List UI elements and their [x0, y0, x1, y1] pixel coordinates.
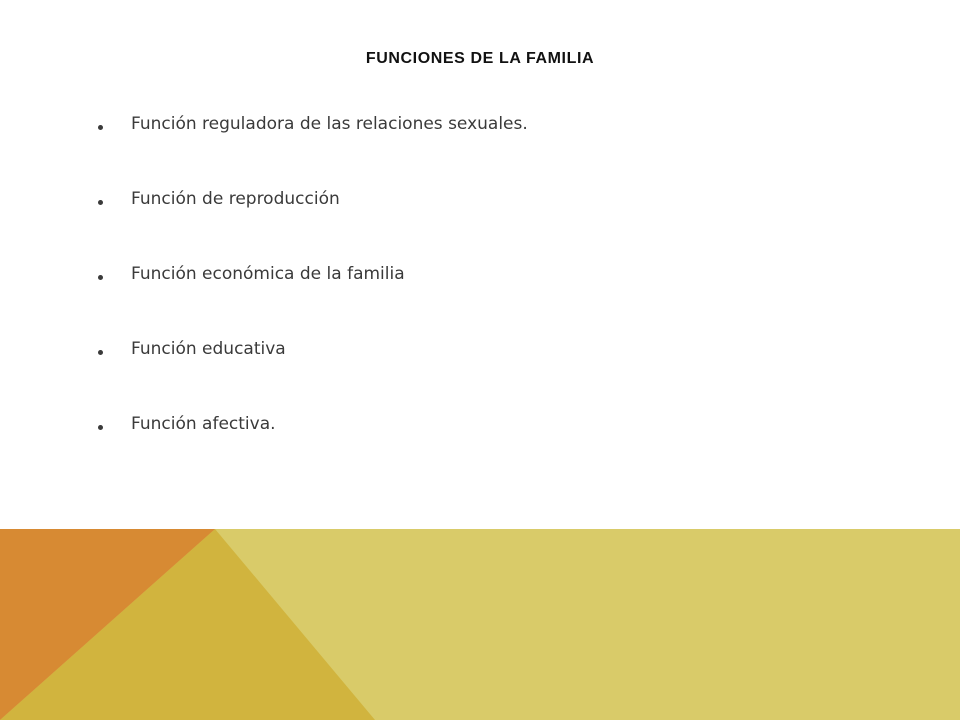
bullet-text: Función reguladora de las relaciones sexuales.	[131, 114, 528, 134]
decorative-footer	[0, 529, 960, 720]
bullet-icon	[98, 125, 103, 130]
bullet-text: Función económica de la familia	[131, 264, 405, 284]
slide-title: FUNCIONES DE LA FAMILIA	[365, 50, 595, 67]
bullet-icon	[98, 275, 103, 280]
bullet-icon	[98, 425, 103, 430]
bullet-icon	[98, 200, 103, 205]
bullet-text: Función educativa	[131, 339, 286, 359]
bullet-text: Función de reproducción	[131, 189, 340, 209]
bullet-icon	[98, 350, 103, 355]
bullet-text: Función afectiva.	[131, 414, 276, 434]
